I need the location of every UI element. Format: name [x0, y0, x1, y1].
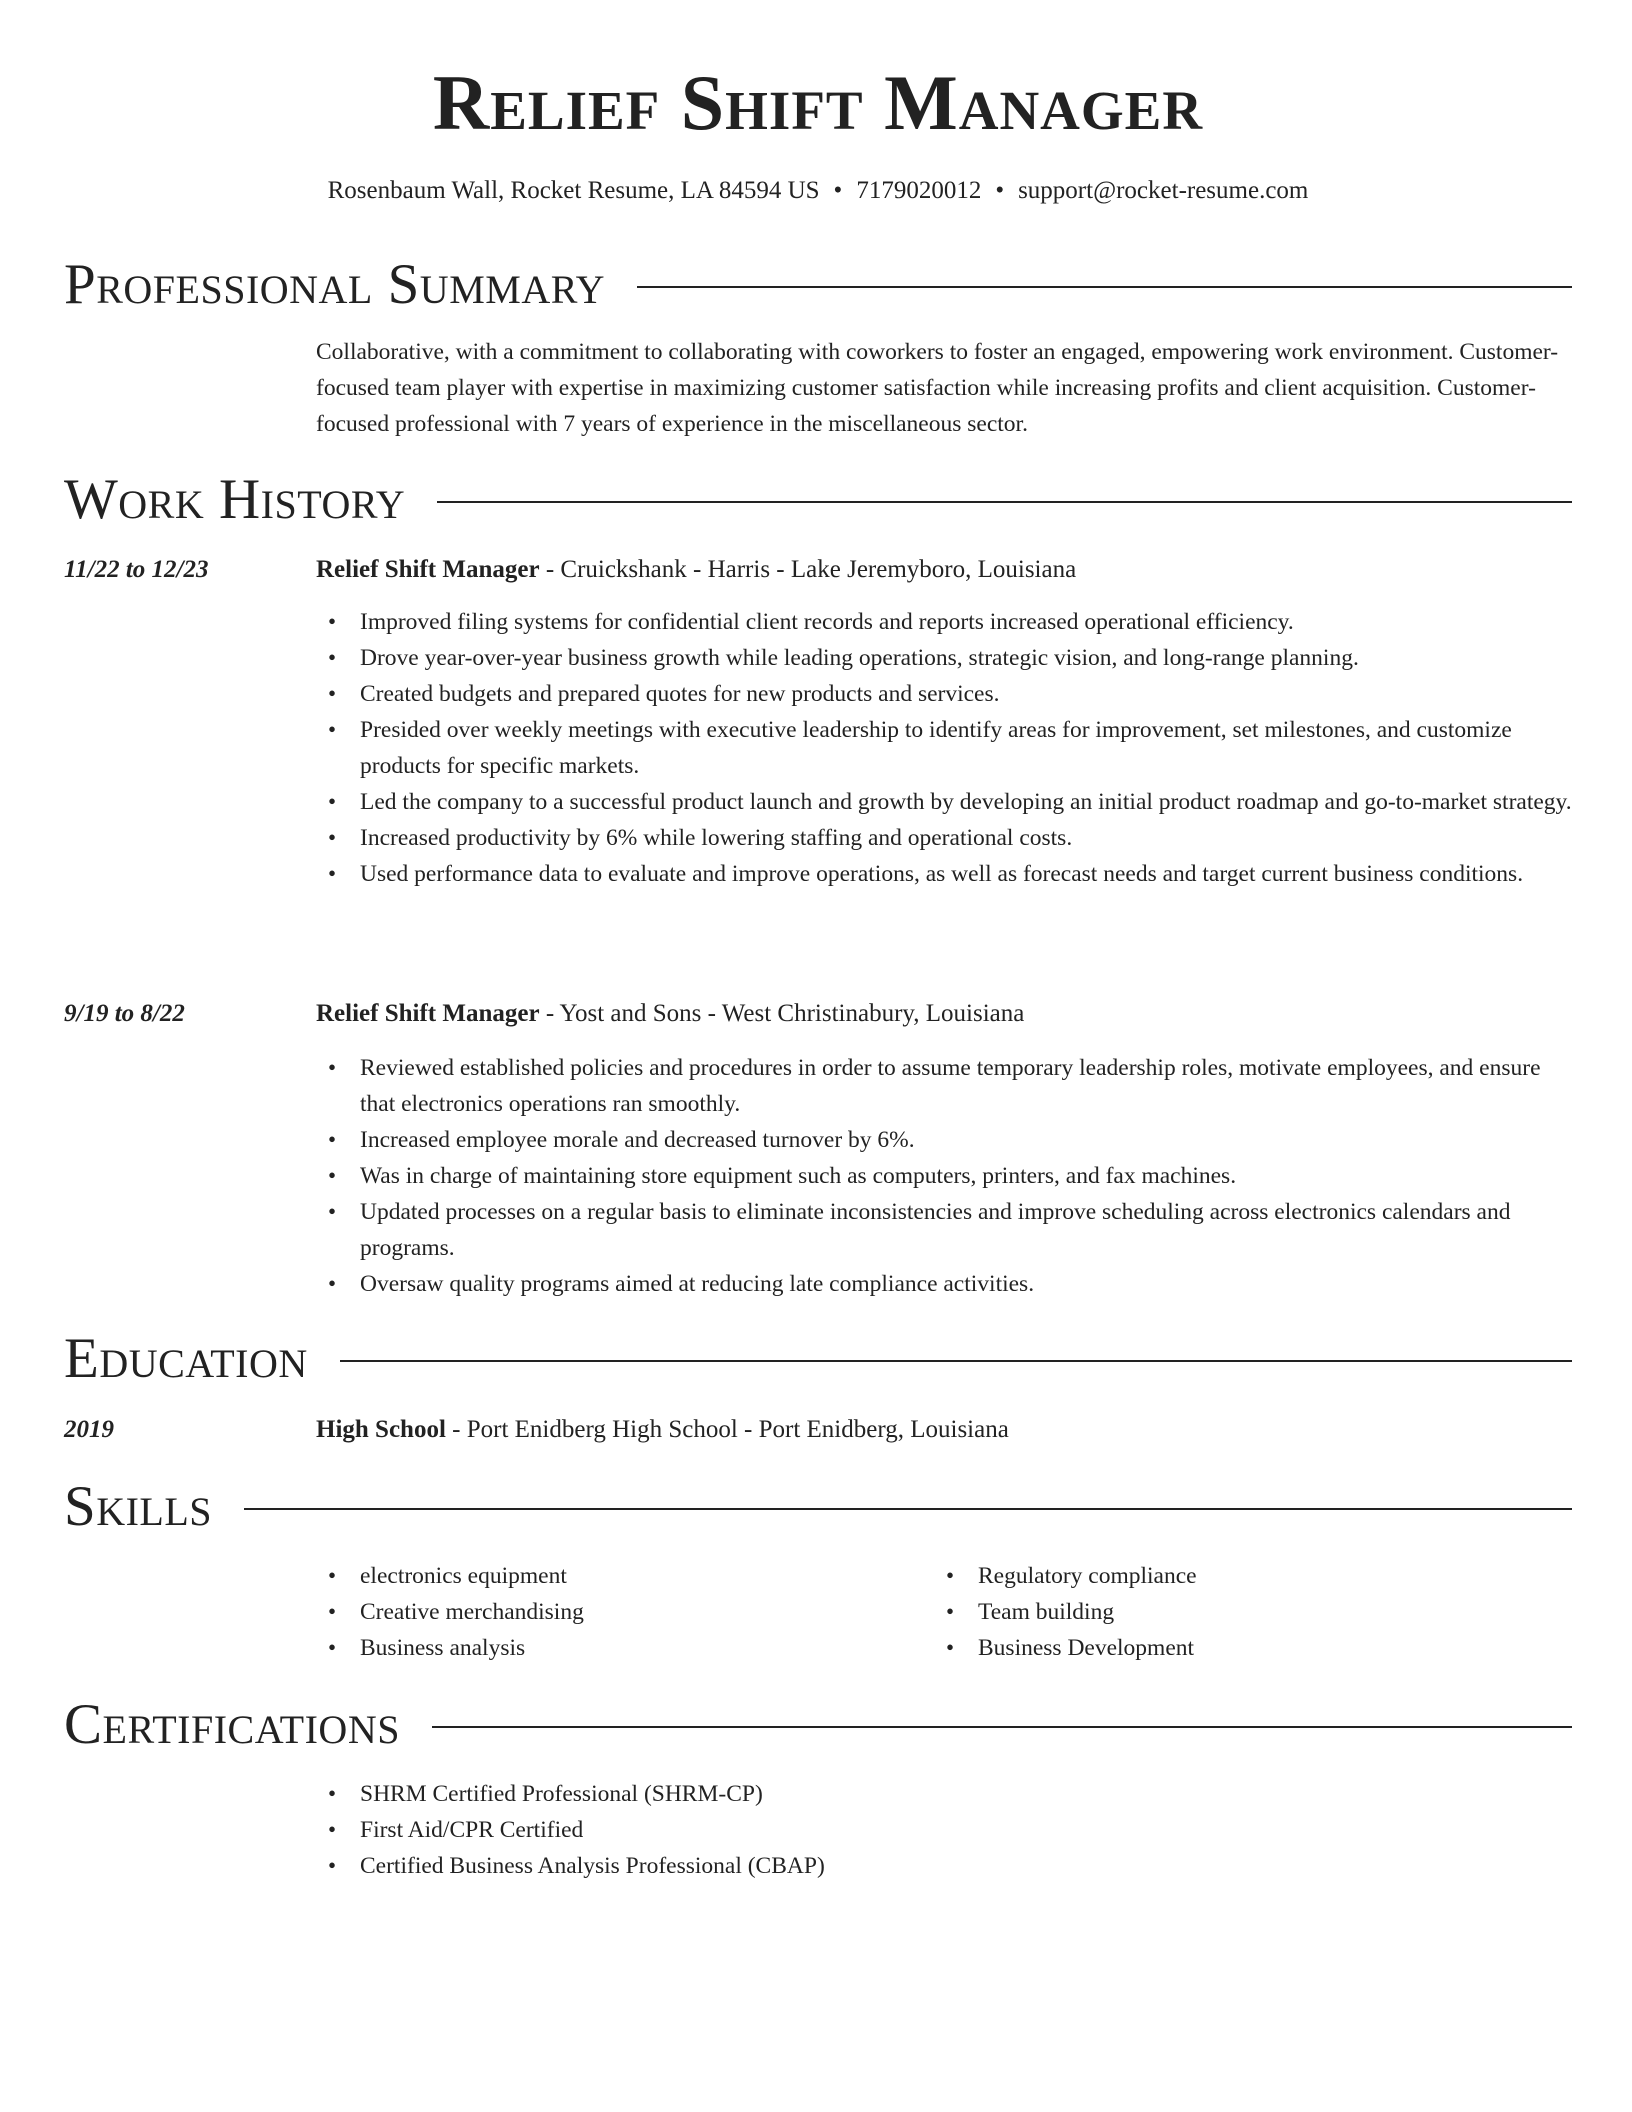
list-item: • Led the company to a successful product launch and growth by developing an initial product roadmap and go-to-market strategy. — [316, 784, 1572, 820]
education-heading: Education — [64, 1327, 308, 1390]
job-title: Relief Shift Manager — [316, 1000, 540, 1027]
education-school: - Port Enidberg High School - Port Enidberg, Louisiana — [445, 1416, 1009, 1443]
job-title-line — [316, 996, 1572, 1032]
job-entry — [64, 552, 1572, 887]
list-item: • Creative merchandising — [316, 1594, 934, 1630]
list-item: • Presided over weekly meetings with executive leadership to identify areas for improvement, set milestones, and customize products for specific markets. — [316, 712, 1572, 784]
job-title-line — [316, 552, 1572, 588]
section-divider — [244, 1508, 1572, 1510]
education-degree: High School — [316, 1416, 446, 1443]
list-item: • Improved filing systems for confidential client records and reports increased operational efficiency. — [316, 604, 1572, 640]
list-item: • electronics equipment — [316, 1558, 934, 1594]
section-divider — [432, 1726, 1572, 1728]
candidate-name: Relief Shift Manager — [432, 59, 1204, 146]
job-entry — [64, 996, 1572, 1297]
contact-separator: • — [995, 177, 1005, 204]
list-item: • Regulatory compliance — [934, 1558, 1552, 1594]
contact-line — [64, 174, 1572, 208]
job-employer: - Yost and Sons - West Christinabury, Louisiana — [539, 1000, 1025, 1027]
skills-heading: Skills — [64, 1475, 213, 1538]
skills-list-left — [316, 1558, 934, 1666]
contact-email: support@rocket-resume.com — [1018, 177, 1309, 204]
list-item: • Increased employee morale and decreased turnover by 6%. — [316, 1122, 1572, 1158]
list-item: • Drove year-over-year business growth while leading operations, strategic vision, and long-range planning. — [316, 640, 1572, 676]
job-dates: 9/19 to 8/22 — [64, 1000, 185, 1027]
section-divider — [340, 1360, 1572, 1362]
section-divider — [637, 286, 1572, 288]
job-title: Relief Shift Manager — [316, 556, 540, 583]
list-item: • Was in charge of maintaining store equipment such as computers, printers, and fax machines. — [316, 1158, 1572, 1194]
list-item: • Used performance data to evaluate and improve operations, as well as forecast needs and target current business conditions. — [316, 856, 1572, 892]
skills-list-right — [934, 1558, 1552, 1666]
work-section-header — [64, 467, 1572, 533]
summary-section-header — [64, 252, 1572, 318]
list-item: • Team building — [934, 1594, 1552, 1630]
skills-section-header — [64, 1474, 1572, 1540]
list-item: • Oversaw quality programs aimed at reducing late compliance activities. — [316, 1266, 1572, 1302]
education-entry — [64, 1412, 1572, 1452]
education-line — [316, 1412, 1572, 1448]
list-item: • Business Development — [934, 1630, 1552, 1666]
list-item: • Reviewed established policies and procedures in order to assume temporary leadership roles, motivate employees, and ensure that electronics operations ran smoothly. — [316, 1050, 1572, 1122]
education-section-header — [64, 1326, 1572, 1392]
list-item: • SHRM Certified Professional (SHRM-CP) — [316, 1776, 1572, 1812]
job-employer: - Cruickshank - Harris - Lake Jeremyboro, Louisiana — [539, 556, 1077, 583]
work-heading: Work History — [64, 468, 406, 531]
job-bullets — [316, 604, 1572, 892]
list-item: • Business analysis — [316, 1630, 934, 1666]
certifications-heading: Certifications — [64, 1693, 400, 1756]
list-item: • Certified Business Analysis Professional (CBAP) — [316, 1848, 1572, 1884]
certifications-list — [316, 1776, 1572, 1884]
job-bullets — [316, 1050, 1572, 1302]
skills-grid — [316, 1558, 1572, 1666]
section-divider — [437, 501, 1572, 503]
certifications-section-header — [64, 1692, 1572, 1758]
contact-separator: • — [833, 177, 843, 204]
list-item: • Increased productivity by 6% while lowering staffing and operational costs. — [316, 820, 1572, 856]
summary-text: Collaborative, with a commitment to collaborating with coworkers to foster an engaged, empowering work environment. Customer-focused team player with expertise in maximizing customer satisfaction while increasing profits and client acquisition. Customer-focused professional with 7 years of experience in the miscellaneous sector. — [316, 339, 1559, 437]
education-year: 2019 — [64, 1416, 114, 1443]
summary-heading: Professional Summary — [64, 253, 606, 316]
list-item: • Updated processes on a regular basis to eliminate inconsistencies and improve scheduling across electronics calendars and programs. — [316, 1194, 1572, 1266]
list-item: • Created budgets and prepared quotes for new products and services. — [316, 676, 1572, 712]
list-item: • First Aid/CPR Certified — [316, 1812, 1572, 1848]
job-dates: 11/22 to 12/23 — [64, 556, 209, 583]
contact-phone: 7179020012 — [856, 177, 982, 204]
contact-address: Rosenbaum Wall, Rocket Resume, LA 84594 US — [327, 177, 820, 204]
